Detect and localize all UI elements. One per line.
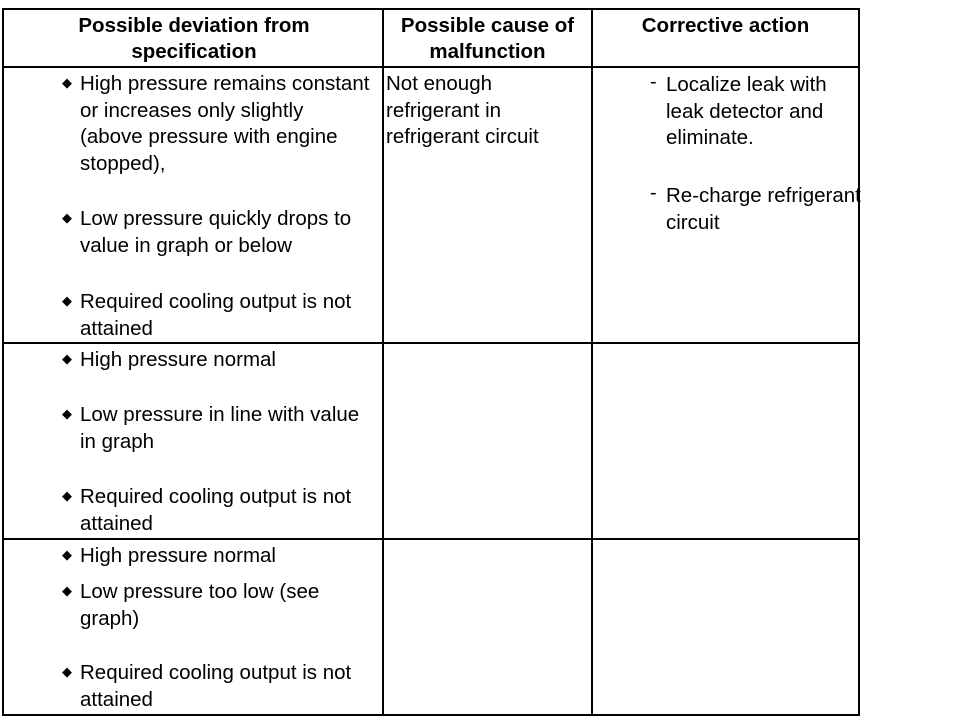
action-text: Localize leak with leak detector and eliminate. bbox=[666, 73, 827, 149]
column-divider bbox=[382, 10, 384, 714]
action-text: Re-charge refrigerant circuit bbox=[666, 184, 861, 234]
deviation-item bbox=[62, 347, 380, 374]
bullet-icon: ◆ bbox=[62, 351, 72, 366]
deviation-item bbox=[62, 660, 370, 713]
bullet-icon: ◆ bbox=[62, 583, 72, 598]
cause-text: Not enough refrigerant in refrigerant circuit bbox=[386, 72, 539, 148]
bullet-icon: ◆ bbox=[62, 406, 72, 421]
deviation-text: Low pressure quickly drops to value in graph or below bbox=[80, 207, 352, 257]
deviation-text: Required cooling output is not attained bbox=[80, 290, 352, 340]
column-divider bbox=[591, 10, 593, 714]
bullet-icon: ◆ bbox=[62, 210, 72, 225]
bullet-icon: ◆ bbox=[62, 664, 72, 679]
dash-icon: - bbox=[650, 71, 657, 93]
diagnosis-table bbox=[2, 8, 860, 716]
bullet-icon: ◆ bbox=[62, 547, 72, 562]
deviation-text: High pressure remains constant or increases only slightly (above pressure with engine stopped), bbox=[80, 72, 370, 175]
header-deviation: Possible deviation from specification bbox=[78, 14, 310, 63]
deviation-text: Low pressure too low (see graph) bbox=[80, 580, 320, 630]
bullet-icon: ◆ bbox=[62, 75, 72, 90]
row-divider bbox=[4, 342, 858, 344]
deviation-text: High pressure normal bbox=[80, 348, 276, 371]
header-action: Corrective action bbox=[641, 14, 810, 37]
dash-icon: - bbox=[650, 182, 657, 204]
deviation-item bbox=[62, 402, 370, 455]
deviation-text: High pressure normal bbox=[80, 544, 276, 567]
deviation-item bbox=[62, 71, 370, 177]
bullet-icon: ◆ bbox=[62, 488, 72, 503]
deviation-item bbox=[62, 484, 370, 537]
header-divider bbox=[4, 66, 858, 68]
bullet-icon: ◆ bbox=[62, 293, 72, 308]
deviation-item bbox=[62, 206, 380, 259]
deviation-text: Required cooling output is not attained bbox=[80, 485, 352, 535]
deviation-text: Low pressure in line with value in graph bbox=[80, 403, 360, 453]
deviation-item bbox=[62, 579, 370, 632]
action-item bbox=[650, 182, 861, 236]
deviation-item bbox=[62, 543, 380, 570]
deviation-text: Required cooling output is not attained bbox=[80, 661, 352, 711]
deviation-item bbox=[62, 289, 370, 342]
row-divider bbox=[4, 538, 858, 540]
header-cause: Possible cause of malfunction bbox=[400, 14, 575, 63]
action-item bbox=[650, 71, 861, 152]
